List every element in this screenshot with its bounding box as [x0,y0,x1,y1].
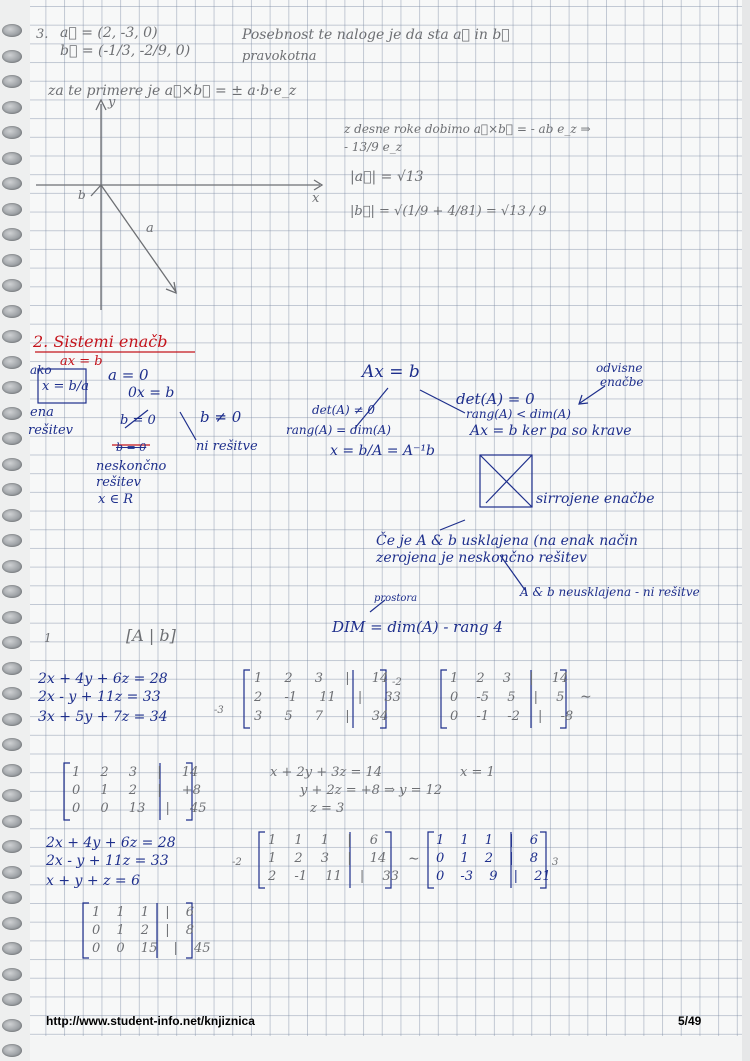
sys2-m2-r3: 0 -3 9 | 21 [436,869,551,884]
binding-hole [2,1044,22,1057]
det-nonzero: det(A) ≠ 0 [312,403,375,417]
binding-hole [2,381,22,394]
sys1-m3-r3: 0 0 13 | 45 [72,801,207,816]
ax-b-krave: Ax = b ker pa so krave [470,423,632,439]
binding-hole [2,713,22,726]
word-sirrojene: sirrojene enačbe [536,491,655,507]
sys1-m1-r1: 1 2 3 | 14 [254,671,389,686]
binding-hole [2,662,22,675]
sys1-m3-r1: 1 2 3 | 14 [72,765,199,780]
binding-hole [2,866,22,879]
sys1-back-1: x + 2y + 3z = 14 [270,765,383,780]
binding-hole [2,330,22,343]
binding-hole [2,24,22,37]
binding-hole [2,636,22,649]
sys1-eq2: 2x - y + 11z = 33 [38,689,161,705]
eq-Ax-b: Ax = b [362,362,420,382]
vector-a-label: a [146,221,154,236]
sys2-m1-r3: 2 -1 11 | 33 [268,869,399,884]
x-equals-b-over-a: x = b/a [42,379,89,394]
binding-hole [2,432,22,445]
binding-hole [2,942,22,955]
vector-a-def: a⃗ = (2, -3, 0) [60,25,158,41]
binding-hole [2,228,22,241]
binding-hole [2,789,22,802]
norm-b: |b⃗| = √(1/9 + 4/81) = √13 / 9 [350,204,547,219]
spiral-binding [0,0,30,1061]
sys2-m1-r1: 1 1 1 | 6 [268,833,378,848]
sys1-m2-r2: 0 -5 5 | 5 [450,690,565,705]
binding-hole [2,75,22,88]
binding-hole [2,891,22,904]
rank-equals-dim: rang(A) = dim(A) [286,423,391,437]
binding-hole [2,50,22,63]
eq-0x-b: 0x = b [128,385,175,401]
sys2-m2-r1: 1 1 1 | 6 [436,833,538,848]
x-arrow [314,180,322,190]
binding-hole [2,509,22,522]
binding-hole [2,177,22,190]
word-resitev-2: rešitev [96,475,141,490]
sys2-eq1: 2x + 4y + 6z = 28 [46,835,176,851]
sys2-tilde: ∼ [408,851,420,867]
source-link[interactable]: http://www.student-info.net/knjiznica [46,1014,255,1028]
sys1-back-2: y + 2z = +8 ⇒ y = 12 [300,783,443,798]
case-a0: a = 0 [108,366,149,384]
x-axis-label: x [312,191,320,206]
binding-hole [2,458,22,471]
word-resitev: rešitev [28,423,73,438]
sys2-eq2: 2x - y + 11z = 33 [46,853,169,869]
binding-hole [2,917,22,930]
augmented-label: [A | b] [126,626,176,645]
binding-hole [2,279,22,292]
sys2-mul-2: -2 [232,857,242,868]
binding-hole [2,407,22,420]
branch-right [180,412,196,440]
arrowhead-odvisne [579,395,588,404]
binding-hole [2,968,22,981]
word-enacbe: enačbe [600,375,644,389]
case-b00: b = 0 [116,441,147,454]
vector-b-label: b [78,188,86,202]
sys2-m1-r2: 1 2 3 | 14 [268,851,387,866]
sys2-m2-r2: 0 1 2 | 8 [436,851,538,866]
dim-formula: DIM = dim(A) - rang 4 [332,618,503,636]
binding-hole [2,101,22,114]
section-title: 2. Sistemi enačb [33,332,168,351]
binding-hole [2,815,22,828]
sys1-mul-3: -3 [214,705,224,716]
word-ako: ako [30,363,52,377]
sys1-m1-r3: 3 5 7 | 34 [254,709,389,724]
ce-je-usklajena: Če je A & b usklajena (na enak način [376,533,638,549]
case-b-nonzero: b ≠ 0 [200,408,242,426]
eq-ax-b: ax = b [60,354,103,369]
norm-a: |a⃗| = √13 [350,169,424,185]
y-axis-label: y [108,95,116,110]
sys2-m3-r2: 0 1 2 | 8 [92,923,194,938]
det-zero: det(A) = 0 [456,390,535,408]
no-solution: ni rešitve [196,439,258,454]
sys2-eq3: x + y + z = 6 [46,873,140,889]
zerojena-neskoncno: zerojena je neskončno rešitev [376,550,587,566]
binding-hole [2,126,22,139]
x-in-r: x ∈ R [98,492,134,507]
word-ena: ena [30,405,54,420]
binding-hole [2,534,22,547]
right-hand-note: z desne roke dobimo a⃗×b⃗ = - ab e_z ⇒ - 13/9 e_z [344,122,591,154]
line-ce [440,520,465,530]
sys1-back-3: z = 3 [310,801,345,816]
sys1-m2-r1: 1 2 3 | 14 [450,671,569,686]
note-posebnost: Posebnost te naloge je da sta a⃗ in b⃗ [242,27,510,43]
sys1-m3-r2: 0 1 2 | +8 [72,783,201,798]
binding-hole [2,738,22,751]
coordinate-plot [36,100,322,310]
problem-number: 3. [36,27,49,42]
binding-hole [2,1019,22,1032]
sys1-m1-r2: 2 -1 11 | 33 [254,690,401,705]
vector-a-head [166,282,176,293]
binding-hole [2,840,22,853]
binding-hole [2,764,22,777]
page-number: 5/49 [678,1014,702,1028]
sys1-x-sol: x = 1 [460,765,495,780]
y-arrow [96,100,106,110]
binding-hole [2,560,22,573]
word-neskoncno: neskončno [96,459,167,474]
vector-a [101,185,176,292]
binding-hole [2,254,22,267]
binding-hole [2,483,22,496]
sys2-m3-r3: 0 0 15 | 45 [92,941,211,956]
binding-hole [2,611,22,624]
x-inverse: x = b/A = A⁻¹b [330,443,436,459]
sys2-m3-r1: 1 1 1 | 6 [92,905,194,920]
word-prostora: prostora [374,593,418,604]
binding-hole [2,305,22,318]
binding-hole [2,203,22,216]
sys2-mul-3: 3 [552,857,559,868]
vector-b-def: b⃗ = (-1/3, -2/9, 0) [60,43,191,59]
rank-less-dim: rang(A) < dim(A) [466,407,571,421]
binding-hole [2,356,22,369]
sys1-m2-r3: 0 -1 -2 | -8 [450,709,574,724]
footer-strip [30,1036,742,1061]
word-odvisne: odvisne [596,361,643,375]
sketch-box [480,455,532,507]
page-edge [742,0,750,1061]
ab-neusklajena: A & b neusklajena - ni rešitve [520,585,700,599]
binding-hole [2,993,22,1006]
cross-product-rule: za te primere je a⃗×b⃗ = ± a·b·e_z [48,83,297,99]
sys1-mul-2: -2 [392,677,402,688]
binding-hole [2,687,22,700]
sys1-eq3: 3x + 5y + 7z = 34 [38,709,168,725]
binding-hole [2,152,22,165]
item-one: 1 [44,631,52,645]
sys1-tilde: ∼ [580,689,592,705]
binding-hole [2,585,22,598]
vector-b [91,185,101,196]
note-pravokotna: pravokotna [242,49,317,64]
case-b0: b = 0 [120,413,156,428]
sys1-eq1: 2x + 4y + 6z = 28 [38,671,168,687]
